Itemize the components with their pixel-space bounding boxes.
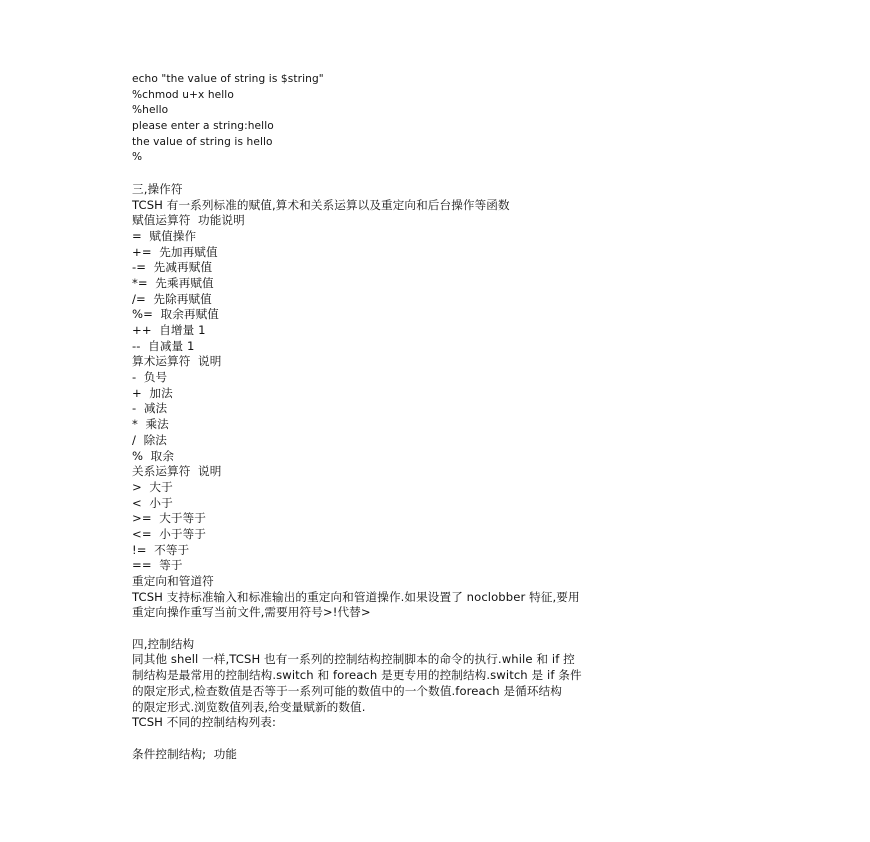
text-line: 重定向操作重写当前文件,需要用符号>!代替> bbox=[132, 605, 371, 620]
table-header: 关系运算符 说明 bbox=[132, 464, 222, 479]
operator-row: == 等于 bbox=[132, 558, 183, 573]
code-line: the value of string is hello bbox=[132, 135, 273, 148]
operator-row: > 大于 bbox=[132, 479, 173, 494]
section-heading: 三,操作符 bbox=[132, 181, 183, 196]
table-header: 算术运算符 说明 bbox=[132, 354, 222, 369]
operator-row: != 不等于 bbox=[132, 542, 190, 557]
code-line: please enter a string:hello bbox=[132, 120, 274, 133]
section-operators bbox=[132, 182, 832, 621]
operator-row: - 负号 bbox=[132, 370, 168, 385]
section-heading: 四,控制结构 bbox=[132, 636, 195, 651]
table-header: 赋值运算符 功能说明 bbox=[132, 213, 245, 228]
operator-row: % 取余 bbox=[132, 448, 175, 463]
text-line: 的限定形式.浏览数值列表,给变量赋新的数值. bbox=[132, 699, 366, 714]
code-line: %chmod u+x hello bbox=[132, 88, 234, 101]
table-header: 条件控制结构; 功能 bbox=[132, 746, 238, 761]
operator-row: -= 先减再赋值 bbox=[132, 260, 213, 275]
text-line: 同其他 shell 一样,TCSH 也有一系列的控制结构控制脚本的命令的执行.while 和 if 控 bbox=[132, 652, 575, 667]
text-line: 制结构是最常用的控制结构.switch 和 foreach 是更专用的控制结构.switch 是 if 条件 bbox=[132, 668, 582, 683]
text-line: TCSH 支持标准输入和标准输出的重定向和管道操作.如果设置了 noclobber 特征,要用 bbox=[132, 589, 580, 604]
operator-row: - 减法 bbox=[132, 401, 168, 416]
document-page bbox=[132, 72, 832, 762]
operator-row: -- 自减量 1 bbox=[132, 338, 195, 353]
operator-row: + 加法 bbox=[132, 385, 173, 400]
section-control-structures bbox=[132, 637, 832, 731]
operator-row: < 小于 bbox=[132, 495, 173, 510]
code-line: %hello bbox=[132, 104, 169, 117]
spacer bbox=[132, 621, 832, 637]
subheading: 重定向和管道符 bbox=[132, 574, 214, 588]
operator-row: = 赋值操作 bbox=[132, 228, 197, 243]
operator-row: ++ 自增量 1 bbox=[132, 323, 206, 337]
operator-row: *= 先乘再赋值 bbox=[132, 275, 214, 290]
operator-row: / 除法 bbox=[132, 432, 167, 447]
operator-row: /= 先除再赋值 bbox=[132, 291, 212, 306]
operator-row: += 先加再赋值 bbox=[132, 244, 218, 259]
code-line: % bbox=[132, 151, 143, 164]
text-line: TCSH 不同的控制结构列表: bbox=[132, 715, 277, 730]
operator-row: %= 取余再赋值 bbox=[132, 307, 219, 322]
code-line: echo "the value of string is $string" bbox=[132, 73, 324, 85]
operator-row: >= 大于等于 bbox=[132, 511, 206, 526]
text-line: TCSH 有一系列标准的赋值,算术和关系运算以及重定向和后台操作等函数 bbox=[132, 197, 510, 212]
code-block bbox=[132, 72, 832, 166]
spacer bbox=[132, 731, 832, 747]
spacer bbox=[132, 166, 832, 182]
operator-row: <= 小于等于 bbox=[132, 526, 206, 541]
operator-row: * 乘法 bbox=[132, 417, 169, 432]
text-line: 的限定形式,检查数值是否等于一系列可能的数值中的一个数值.foreach 是循环结构 bbox=[132, 683, 562, 698]
